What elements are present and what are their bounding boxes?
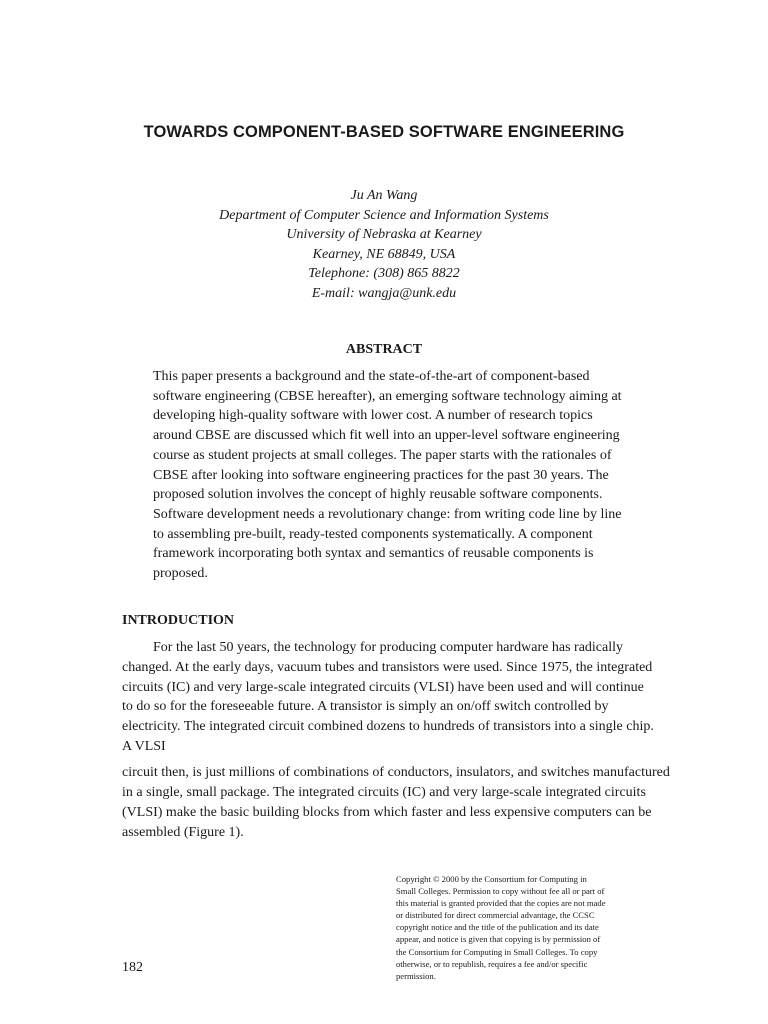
abstract-line: proposed.	[153, 566, 208, 582]
abstract-line: This paper presents a background and the state-of-the-art of component-based	[153, 369, 590, 384]
intro-line: (VLSI) make the basic building blocks from which faster and less expensive computers can be	[122, 805, 652, 820]
copyright-line: Small Colleges. Permission to copy without fee all or part of	[396, 886, 605, 897]
introduction-paragraph-2	[122, 763, 670, 843]
intro-line: changed. At the early days, vacuum tubes and transistors were used. Since 1975, the integrated	[122, 659, 653, 675]
author-email: E-mail: wangja@unk.edu	[311, 285, 457, 301]
copyright-line: this material is granted provided that the copies are not made	[396, 898, 606, 909]
author-name: Ju An Wang	[350, 188, 418, 203]
abstract-text	[153, 367, 623, 584]
author-department: Department of Computer Science and Information Systems	[219, 207, 549, 223]
introduction-paragraph-1	[122, 638, 652, 757]
copyright-line: or distributed for direct commercial advantage, the CCSC	[396, 910, 595, 921]
abstract-line: developing high-quality software with lower cost. A number of research topics	[153, 408, 593, 424]
abstract-line: course as student projects at small colleges. The paper starts with the rationales of	[153, 447, 612, 463]
abstract-line: CBSE after looking into software engineering practices for the past 30 years. The	[153, 467, 609, 483]
author-telephone: Telephone: (308) 865 8822	[308, 266, 460, 281]
abstract-line: software engineering (CBSE hereafter), an emerging software technology aiming at	[153, 388, 622, 404]
intro-line: A VLSI	[122, 738, 166, 754]
author-block	[0, 186, 768, 303]
intro-line: in a single, small package. The integrated circuits (IC) and very large-scale integrated circuits	[122, 785, 646, 800]
copyright-line: the Consortium for Computing in Small Colleges. To copy	[396, 946, 598, 957]
intro-line: to do so for the foreseeable future. A transistor is simply an on/off switch controlled by	[122, 699, 609, 715]
intro-line: assembled (Figure 1).	[122, 825, 244, 840]
intro-line: electricity. The integrated circuit combined dozens to hundreds of transistors into a single chip.	[122, 719, 654, 735]
copyright-line: otherwise, or to republish, requires a fee and/or specific	[396, 958, 588, 969]
abstract-line: around CBSE are discussed which fit well into an upper-level software engineering	[153, 428, 620, 444]
abstract-heading: ABSTRACT	[345, 342, 423, 357]
copyright-line: Copyright © 2000 by the Consortium for Computing in	[396, 874, 587, 884]
copyright-line: appear, and notice is given that copying is by permission of	[396, 934, 601, 945]
page-number: 182	[122, 960, 143, 975]
intro-line: circuit then, is just millions of combinations of conductors, insulators, and switches manufactured	[122, 765, 670, 780]
intro-line: circuits (IC) and very large-scale integrated circuits (VLSI) have been used and will continue	[122, 679, 644, 695]
author-university: University of Nebraska at Kearney	[286, 227, 482, 242]
copyright-line: copyright notice and the title of the publication and its date	[396, 922, 599, 933]
author-address: Kearney, NE 68849, USA	[312, 246, 456, 262]
abstract-line: Software development needs a revolutionary change: from writing code line by line	[153, 506, 622, 522]
copyright-notice	[396, 873, 648, 982]
intro-line: For the last 50 years, the technology for producing computer hardware has radically	[153, 640, 624, 655]
copyright-line: permission.	[396, 970, 436, 981]
introduction-heading: INTRODUCTION	[122, 613, 235, 628]
abstract-line: to assembling pre-built, ready-tested components systematically. A component	[153, 526, 593, 542]
abstract-line: proposed solution involves the concept of highly reusable software components.	[153, 487, 603, 503]
paper-title: TOWARDS COMPONENT-BASED SOFTWARE ENGINEERING	[143, 123, 625, 141]
abstract-line: framework incorporating both syntax and semantics of reusable components is	[153, 546, 594, 562]
